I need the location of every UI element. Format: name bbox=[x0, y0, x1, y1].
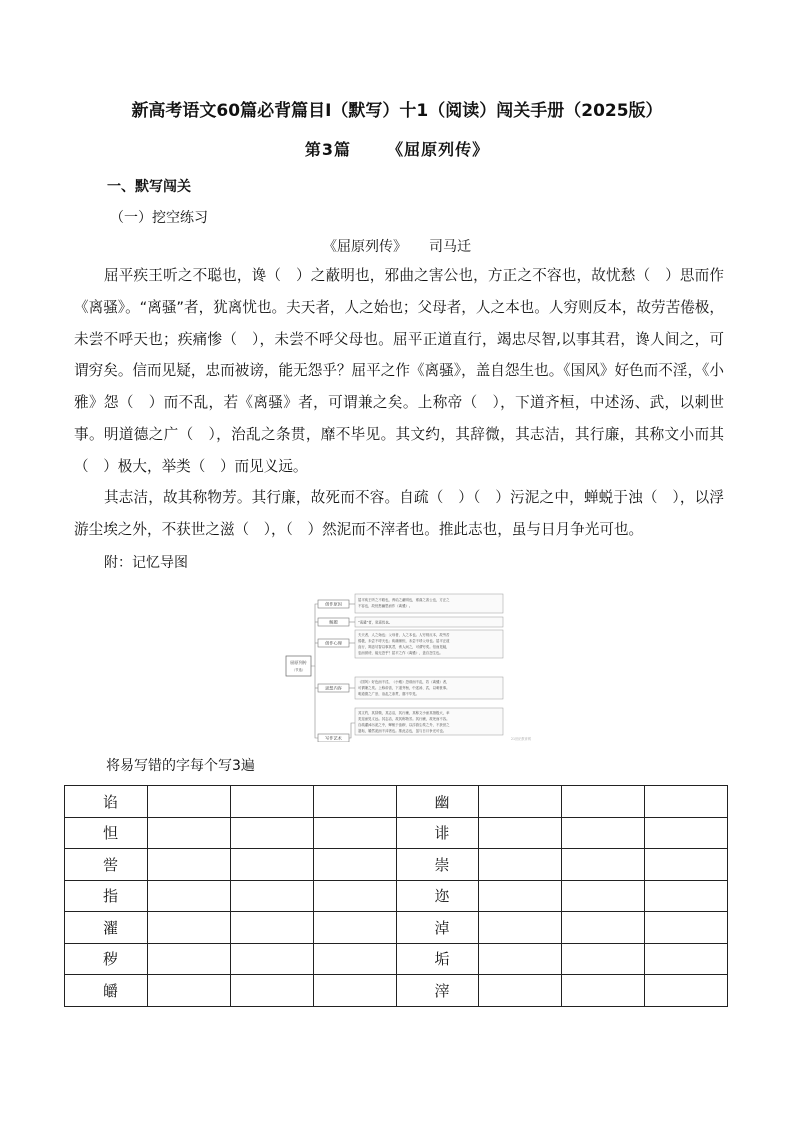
practice-table-body bbox=[65, 786, 728, 1007]
writing-cell[interactable] bbox=[313, 817, 396, 849]
mind-map-leaf-3-line-1: 夫天者，人之始也；父母者，人之本也。人穷则反本，故劳苦 bbox=[358, 633, 450, 637]
mind-map-leaf-5-line-4: 滋垢，皭然泥而不滓者也。推此志也，虽与日月争光可也。 bbox=[358, 729, 447, 733]
mind-map-branch-4: 思想内容 bbox=[325, 685, 342, 691]
mind-map-root-box bbox=[286, 656, 311, 676]
mind-map-svg bbox=[285, 590, 543, 742]
paragraph-text: 屈平疾王听之不聪也，谗（ ）之蔽明也，邪曲之害公也，方正之不容也，故忧愁（ ）思而作《离骚》。“离骚”者，犹离忧也。夫天者，人之始也；父母者，人之本也。人穷则反本，故劳苦倦极，未尝不呼天也；疾痛惨（ ），未尝不呼父母也。屈平正道直行，竭忠尽智,以事其君，谗人间之，可谓穷矣。信而见疑，忠而被谤，能无怨乎？屈平之作《离骚》，盖自怨生也。《国风》好色而不淫，《小雅》怨（ ）而不乱，若《离骚》者，可谓兼之矣。上称帝（ ），下道齐桓，中述汤、武，以刺世事。明道德之广（ ），治乱之条贯，靡不毕见。其文约，其辞微，其志洁，其行廉，其称文小而其（ ）极大，举类（ ）而见义远。 bbox=[74, 267, 724, 475]
writing-cell[interactable] bbox=[147, 880, 230, 912]
writing-cell[interactable] bbox=[645, 849, 728, 881]
writing-cell[interactable] bbox=[645, 943, 728, 975]
writing-cell[interactable] bbox=[562, 975, 645, 1007]
character-cell: 诽 bbox=[396, 817, 479, 849]
mind-map-leaf-5-line-3: 自疏濯淖污泥之中，蝉蜕于浊秽，以浮游尘埃之外，不获世之 bbox=[358, 723, 450, 727]
mind-map-branch-2: 解题 bbox=[329, 619, 338, 625]
table-row bbox=[65, 943, 728, 975]
writing-cell[interactable] bbox=[147, 975, 230, 1007]
mind-map-root: 屈原列传 bbox=[290, 660, 307, 665]
mind-map-branch-1: 创作原因 bbox=[325, 601, 342, 607]
character-cell: 喾 bbox=[65, 849, 148, 881]
character-cell: 淖 bbox=[396, 912, 479, 944]
writing-cell[interactable] bbox=[562, 817, 645, 849]
mind-map-leaf-3-line-3: 直行，竭忠尽智以事其君，谗人间之，可谓穷矣。信而见疑， bbox=[358, 645, 450, 649]
work-title-line bbox=[0, 236, 794, 256]
character-cell: 皭 bbox=[65, 975, 148, 1007]
writing-cell[interactable] bbox=[562, 943, 645, 975]
mind-map-root-sub: （节选） bbox=[291, 668, 306, 672]
paragraph-text: 其志洁，故其称物芳。其行廉，故死而不容。自疏（ ）（ ）污泥之中，蝉蜕于浊（ ），以浮游尘埃之外，不获世之滋（ ），（ ）然泥而不滓者也。推此志也，虽与日月争光可也。 bbox=[74, 489, 724, 538]
table-row bbox=[65, 880, 728, 912]
practice-label: 将易写错的字每个写3遍 bbox=[106, 758, 255, 774]
writing-cell[interactable] bbox=[479, 975, 562, 1007]
character-cell: 滓 bbox=[396, 975, 479, 1007]
writing-cell[interactable] bbox=[230, 975, 313, 1007]
character-cell: 怛 bbox=[65, 817, 148, 849]
appendix-label: 附：记忆导图 bbox=[104, 555, 188, 571]
writing-cell[interactable] bbox=[147, 912, 230, 944]
character-cell: 迩 bbox=[396, 880, 479, 912]
table-row bbox=[65, 786, 728, 818]
subsection-heading: （一）挖空练习 bbox=[110, 210, 208, 226]
table-row bbox=[65, 817, 728, 849]
mind-map-leaf-3-line-4: 忠而被谤，能无怨乎？屈平之作《离骚》，盖自怨生也。 bbox=[358, 651, 443, 655]
writing-cell[interactable] bbox=[313, 975, 396, 1007]
writing-cell[interactable] bbox=[230, 880, 313, 912]
mind-map-leaf-1-line-1: 屈平疾王听之不聪也，谗谄之蔽明也，邪曲之害公也，方正之 bbox=[358, 598, 450, 602]
mind-map-leaf-3-line-2: 倦极，未尝不呼天也；疾痛惨怛，未尝不呼父母也。屈平正道 bbox=[358, 639, 450, 643]
mind-map-leaf-4-line-1: 《国风》好色而不淫，《小雅》怨诽而不乱，若《离骚》者， bbox=[358, 680, 450, 684]
writing-cell[interactable] bbox=[645, 786, 728, 818]
writing-cell[interactable] bbox=[562, 912, 645, 944]
mind-map-branch-3: 创作心理 bbox=[325, 640, 342, 646]
writing-cell[interactable] bbox=[230, 912, 313, 944]
character-cell: 谄 bbox=[65, 786, 148, 818]
writing-cell[interactable] bbox=[230, 817, 313, 849]
character-cell: 幽 bbox=[396, 786, 479, 818]
work-title: 《屈原列传》 bbox=[323, 239, 407, 255]
character-cell: 崇 bbox=[396, 849, 479, 881]
writing-cell[interactable] bbox=[230, 849, 313, 881]
writing-cell[interactable] bbox=[479, 943, 562, 975]
table-row bbox=[65, 975, 728, 1007]
writing-cell[interactable] bbox=[147, 817, 230, 849]
chapter-title bbox=[0, 137, 794, 160]
writing-cell[interactable] bbox=[479, 849, 562, 881]
practice-table bbox=[64, 785, 728, 1007]
mind-map-branch-5: 写作艺术 bbox=[325, 735, 342, 741]
writing-cell[interactable] bbox=[479, 880, 562, 912]
mind-map-leaf-5-line-2: 类迩而见义远。其志洁，故其称物芳。其行廉，故死而不容。 bbox=[358, 717, 450, 721]
writing-cell[interactable] bbox=[562, 880, 645, 912]
writing-cell[interactable] bbox=[645, 975, 728, 1007]
character-cell: 濯 bbox=[65, 912, 148, 944]
writing-cell[interactable] bbox=[479, 817, 562, 849]
writing-cell[interactable] bbox=[562, 786, 645, 818]
writing-cell[interactable] bbox=[645, 880, 728, 912]
writing-cell[interactable] bbox=[313, 880, 396, 912]
writing-cell[interactable] bbox=[313, 786, 396, 818]
character-cell: 秽 bbox=[65, 943, 148, 975]
passage-paragraph-1 bbox=[74, 260, 724, 483]
writing-cell[interactable] bbox=[479, 912, 562, 944]
writing-cell[interactable] bbox=[645, 912, 728, 944]
writing-cell[interactable] bbox=[147, 849, 230, 881]
mind-map-leaf-4-line-2: 可谓兼之矣。上称帝喾，下道齐桓，中述汤、武，以刺世事。 bbox=[358, 686, 450, 690]
chapter-number: 第3篇 bbox=[304, 140, 352, 159]
mind-map-leaf-2-line-1: “离骚”者，犹离忧也。 bbox=[358, 620, 393, 625]
writing-cell[interactable] bbox=[313, 943, 396, 975]
writing-cell[interactable] bbox=[230, 943, 313, 975]
writing-cell[interactable] bbox=[479, 786, 562, 818]
mind-map-leaf-4-line-3: 明道德之广崇，治乱之条贯，靡不毕见。 bbox=[358, 692, 420, 696]
writing-cell[interactable] bbox=[645, 817, 728, 849]
writing-cell[interactable] bbox=[230, 786, 313, 818]
chapter-name: 《屈原列传》 bbox=[387, 140, 490, 159]
character-cell: 垢 bbox=[396, 943, 479, 975]
watermark: 21世纪教育网 bbox=[511, 737, 531, 741]
mind-map-leaf-1-line-2: 不容也，故忧愁幽思而作《离骚》。 bbox=[358, 604, 413, 608]
character-cell: 指 bbox=[65, 880, 148, 912]
document-title: 新高考语文60篇必背篇目Ⅰ（默写）十1（阅读）闯关手册（2025版） bbox=[131, 101, 663, 121]
section-heading: 一、默写闯关 bbox=[107, 179, 191, 195]
writing-cell[interactable] bbox=[147, 943, 230, 975]
writing-cell[interactable] bbox=[313, 912, 396, 944]
mind-map-leaf-5-line-1: 其文约，其辞微，其志洁，其行廉，其称文小而其指极大，举 bbox=[358, 711, 450, 715]
writing-cell[interactable] bbox=[562, 849, 645, 881]
table-row bbox=[65, 849, 728, 881]
work-author: 司马迁 bbox=[429, 239, 471, 255]
writing-cell[interactable] bbox=[313, 849, 396, 881]
writing-cell[interactable] bbox=[147, 786, 230, 818]
memory-mind-map bbox=[285, 590, 543, 742]
table-row bbox=[65, 912, 728, 944]
passage-paragraph-2 bbox=[74, 482, 724, 546]
